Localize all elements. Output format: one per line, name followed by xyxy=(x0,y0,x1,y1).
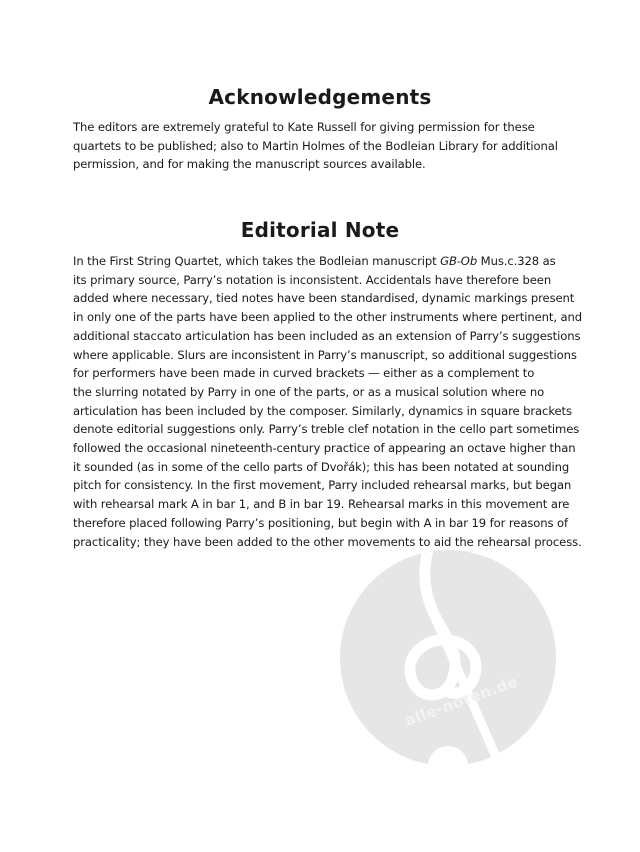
text-line: where applicable. Slurs are inconsistent in Parry’s manuscript, so additional suggestions xyxy=(73,347,577,362)
text-line: for performers have been made in curved brackets — either as a complement to xyxy=(73,366,535,381)
watermark xyxy=(340,550,556,766)
editorial-note-heading: Editorial Note xyxy=(240,218,400,242)
text-line: pitch for consistency. In the first movement, Parry included rehearsal marks, but began xyxy=(73,478,572,493)
text-line: followed the occasional nineteenth-century practice of appearing an octave higher than xyxy=(73,441,576,456)
text-line: additional staccato articulation has been included as an extension of Parry’s suggestions xyxy=(73,328,581,343)
text-line: permission, and for making the manuscript sources available. xyxy=(73,157,426,172)
text-line: practicality; they have been added to the other movements to aid the rehearsal process. xyxy=(73,534,582,549)
text-line: therefore placed following Parry’s positioning, but begin with A in bar 19 for reasons of xyxy=(73,515,569,530)
treble-clef-icon xyxy=(340,550,556,766)
text-span: Mus.c.328 as xyxy=(477,254,556,268)
acknowledgements-heading: Acknowledgements xyxy=(208,85,432,109)
text-line: denote editorial suggestions only. Parry’s treble clef notation in the cello part sometimes xyxy=(73,422,580,437)
text-line xyxy=(73,252,593,271)
text-line: its primary source, Parry’s notation is inconsistent. Accidentals have therefore been xyxy=(73,272,552,287)
text-line: with rehearsal mark A in bar 1, and B in bar 19. Rehearsal marks in this movement are xyxy=(73,497,570,512)
text-line: it sounded (as in some of the cello parts of Dvořák); this has been notated at sounding xyxy=(73,459,570,474)
text-line: the slurring notated by Parry in one of the parts, or as a musical solution where no xyxy=(73,384,545,399)
text-line: in only one of the parts have been applied to the other instruments where pertinent, and xyxy=(73,310,583,325)
text-line: The editors are extremely grateful to Kate Russell for giving permission for these xyxy=(73,120,535,134)
manuscript-siglum: GB-Ob xyxy=(440,254,478,268)
text-line: added where necessary, tied notes have been standardised, dynamic markings present xyxy=(73,291,575,306)
acknowledgements-paragraph xyxy=(73,118,593,174)
text-span: In the First String Quartet, which takes the Bodleian manuscript xyxy=(73,254,441,268)
text-line: quartets to be published; also to Martin Holmes of the Bodleian Library for additional xyxy=(73,138,558,153)
text-line: articulation has been included by the composer. Similarly, dynamics in square brackets xyxy=(73,403,572,418)
editorial-note-paragraph xyxy=(73,252,593,551)
watermark-text: alle-noten.de xyxy=(402,672,521,730)
